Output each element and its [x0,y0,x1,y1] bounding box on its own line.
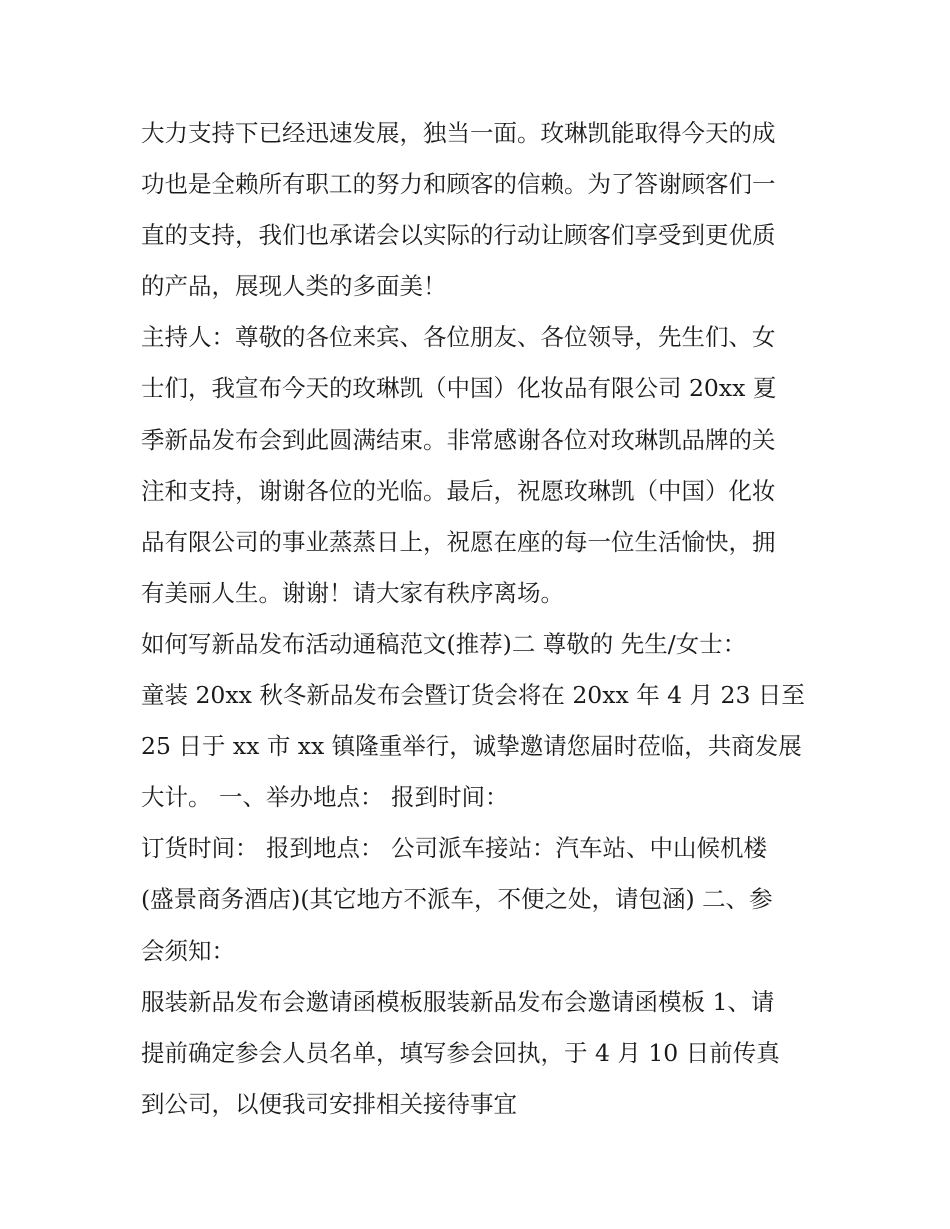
text-line: 如何写新品发布活动通稿范文(推荐)二 尊敬的 先生/女士： [141,629,747,658]
document-body [141,108,821,1130]
text-line: 订货时间： 报到地点： 公司派车接站：汽车站、中山候机楼 [141,834,767,863]
text-line: 服装新品发布会邀请函模板服装新品发布会邀请函模板 1、请 [141,987,775,1016]
text-line: 有美丽人生。谢谢！请大家有秩序离场。 [141,578,564,607]
text-line: 季新品发布会到此圆满结束。非常感谢各位对玫琳凯品牌的关 [141,425,776,454]
text-line: 主持人：尊敬的各位来宾、各位朋友、各位领导，先生们、女 [141,323,776,352]
text-line: 大计。 一、举办地点： 报到时间： [141,783,509,812]
text-line: (盛景商务酒店)(其它地方不派车，不便之处，请包涵) 二、参 [141,885,773,914]
text-line: 童装 20xx 秋冬新品发布会暨订货会将在 20xx 年 4 月 23 日至 [141,681,805,710]
text-line: 直的支持，我们也承诺会以实际的行动让顾客们享受到更优质 [141,221,776,250]
text-line: 的产品，展现人类的多面美！ [141,272,447,301]
text-line: 会须知： [141,936,235,965]
text-line: 品有限公司的事业蒸蒸日上，祝愿在座的每一位生活愉快，拥 [141,527,776,556]
text-line: 士们，我宣布今天的玫琳凯（中国）化妆品有限公司 20xx 夏 [141,374,777,403]
text-line: 注和支持，谢谢各位的光临。最后，祝愿玫琳凯（中国）化妆 [141,476,776,505]
text-line: 提前确定参会人员名单，填写参会回执，于 4 月 10 日前传真 [141,1038,780,1067]
text-line: 功也是全赖所有职工的努力和顾客的信赖。为了答谢顾客们一 [141,170,776,199]
text-line: 到公司，以便我司安排相关接待事宜 [141,1089,517,1118]
text-line: 大力支持下已经迅速发展，独当一面。玫琳凯能取得今天的成 [141,119,776,147]
text-line: 25 日于 xx 市 xx 镇隆重举行，诚挚邀请您届时莅临，共商发展 [141,732,802,761]
